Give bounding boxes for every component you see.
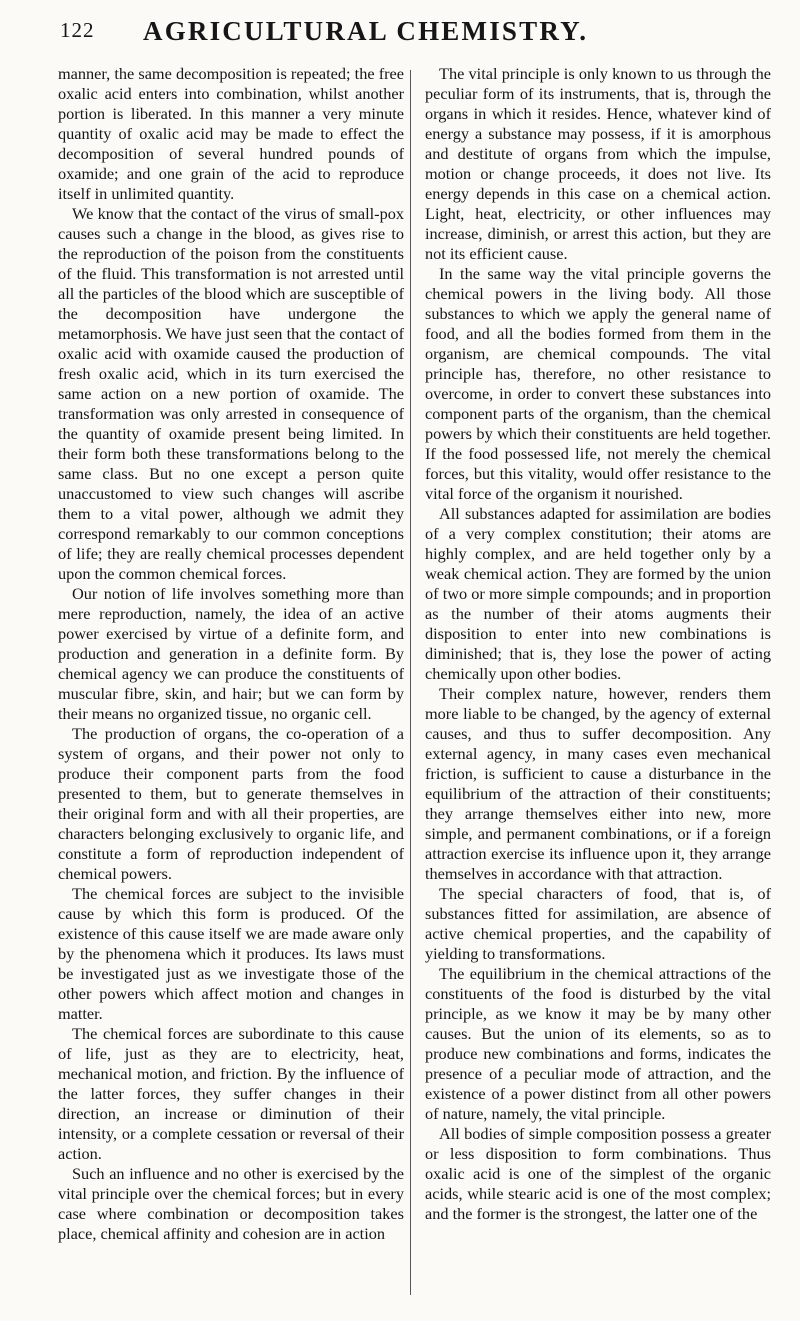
- paragraph: Our notion of life involves something more than mere reproduction, namely, the idea of an active power exercised by virtue of a definite form, and production and generation in a definite form. By chemical agency we can produce the constituents of muscular fibre, skin, and hair; but we can form by their means no organized tissue, no organic cell.: [58, 584, 404, 723]
- paragraph: Their complex nature, however, renders them more liable to be changed, by the agency of external causes, and thus to suffer decomposition. Any external agency, in many cases even mechanical friction, is sufficient to cause a disturbance in the equilibrium of the attraction of their constituents; they arrange themselves either into new, more simple, and permanent combinations, or if a foreign attraction exercise its influence upon it, they arrange themselves in accordance with that attraction.: [425, 684, 771, 883]
- column-divider: [410, 70, 411, 1295]
- paragraph: The vital principle is only known to us through the peculiar form of its instruments, that is, through the organs in which it resides. Hence, whatever kind of energy a substance may possess, if it is amorphous and destitute of organs from which the impulse, motion or change proceeds, it does not live. Its energy depends in this case on a chemical action. Light, heat, electricity, or other influences may increase, diminish, or arrest this action, but they are not its efficient cause.: [425, 64, 771, 263]
- paragraph: In the same way the vital principle governs the chemical powers in the living body. All those substances to which we apply the general name of food, and all the bodies formed from them in the organism, are chemical compounds. The vital principle has, therefore, no other resistance to overcome, in order to convert these substances into component parts of the organism, than the chemical powers by which their constituents are held together. If the food possessed life, not merely the chemical forces, but this vitality, would offer resistance to the vital force of the organism it nourished.: [425, 264, 771, 503]
- paragraph: The production of organs, the co-operation of a system of organs, and their power not only to produce their component parts from the food presented to them, but to generate themselves in their original form and with all their properties, are characters belonging exclusively to organic life, and constitute a form of reproduction independent of chemical powers.: [58, 724, 404, 883]
- paragraph: The special characters of food, that is, of substances fitted for assimilation, are absence of active chemical properties, and the capability of yielding to transformations.: [425, 884, 771, 963]
- paragraph: The chemical forces are subject to the invisible cause by which this form is produced. Of the existence of this cause itself we are made aware only by the phenomena which it produces. Its laws must be investigated just as we investigate those of the other powers which affect motion and changes in matter.: [58, 884, 404, 1023]
- page-number: 122: [60, 18, 95, 42]
- right-column: [425, 64, 771, 1224]
- running-head: AGRICULTURAL CHEMISTRY.: [143, 16, 589, 46]
- paragraph: We know that the contact of the virus of small-pox causes such a change in the blood, as gives rise to the reproduction of the poison from the constituents of the fluid. This transformation is not arrested until all the particles of the blood which are susceptible of the decomposition have undergone the metamorphosis. We have just seen that the contact of oxalic acid with oxamide caused the production of fresh oxalic acid, which in its turn exercised the same action on a new portion of oxamide. The transformation was only arrested in consequence of the quantity of oxamide present being limited. In their form both these transformations belong to the same class. But no one except a person quite unaccustomed to view such changes will ascribe them to a vital power, although we admit they correspond remarkably to our common conceptions of life; they are really chemical processes dependent upon the common chemical forces.: [58, 204, 404, 583]
- left-column: [58, 64, 404, 1244]
- page-header: [58, 16, 778, 56]
- paragraph: The chemical forces are subordinate to this cause of life, just as they are to electricity, heat, mechanical motion, and friction. By the influence of the latter forces, they suffer changes in their direction, an increase or diminution of their intensity, or a complete cessation or reversal of their action.: [58, 1024, 404, 1163]
- paragraph: All bodies of simple composition possess a greater or less disposition to form combinations. Thus oxalic acid is one of the simplest of the organic acids, while stearic acid is one of the most complex; and the former is the strongest, the latter one of the: [425, 1124, 771, 1223]
- paragraph: All substances adapted for assimilation are bodies of a very complex constitution; their atoms are highly complex, and are held together only by a weak chemical action. They are formed by the union of two or more simple compounds; and in proportion as the number of their atoms augments their disposition to enter into new combinations is diminished; that is, they lose the power of acting chemically upon other bodies.: [425, 504, 771, 683]
- paragraph: manner, the same decomposition is repeated; the free oxalic acid enters into combination, whilst another portion is liberated. In this manner a very minute quantity of oxalic acid may be made to effect the decomposition of several hundred pounds of oxamide; and one grain of the acid to reproduce itself in unlimited quantity.: [58, 64, 404, 203]
- paragraph: Such an influence and no other is exercised by the vital principle over the chemical forces; but in every case where combination or decomposition takes place, chemical affinity and cohesion are in action: [58, 1164, 404, 1243]
- paragraph: The equilibrium in the chemical attractions of the constituents of the food is disturbed by the vital principle, as we know it may be by many other causes. But the union of its elements, so as to produce new combinations and forms, indicates the presence of a peculiar mode of attraction, and the existence of a power distinct from all other powers of nature, namely, the vital principle.: [425, 964, 771, 1123]
